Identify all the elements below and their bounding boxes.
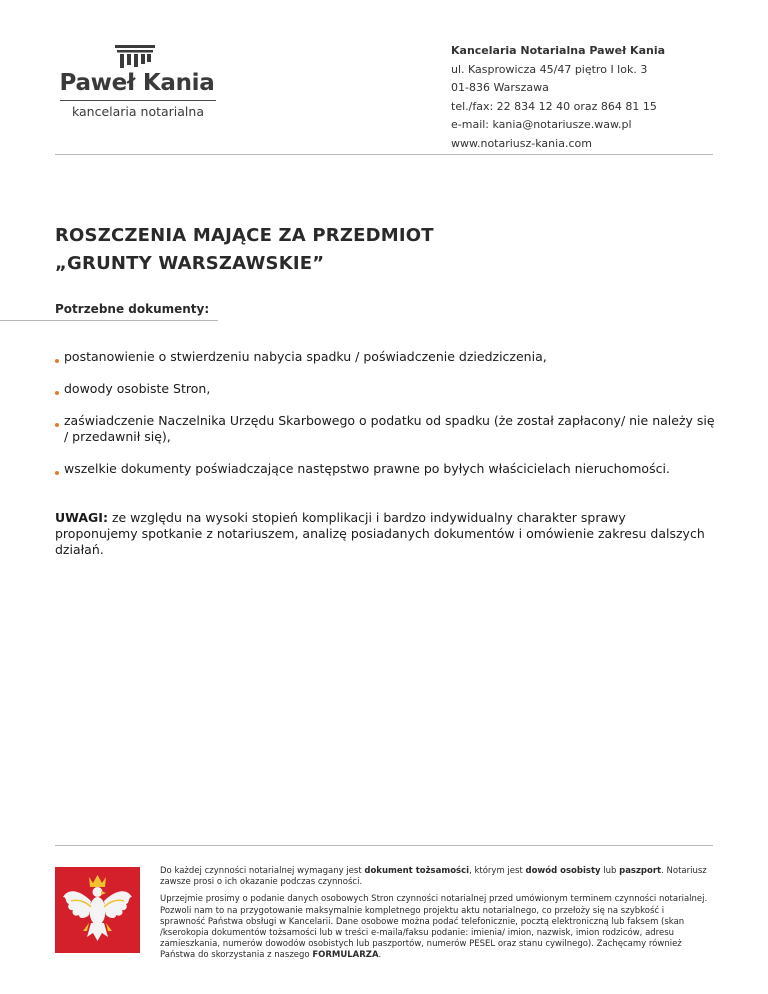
website-link[interactable]: www.notariusz-kania.com [451,136,592,150]
bullet-icon [55,423,59,427]
logo-subtitle: kancelaria notarialna [71,104,204,119]
address-line-1: ul. Kasprowicza 45/47 piętro I lok. 3 [451,62,648,76]
footer-divider [55,845,713,846]
email[interactable]: e-mail: kania@notariusze.waw.pl [451,118,632,131]
logo [58,44,218,120]
title-line-1: ROSZCZENIA MAJĄCE ZA PRZEDMIOT [55,225,434,246]
header-divider [55,154,713,155]
list-item: dowody osobiste Stron, [55,381,715,397]
footer-paragraph-2: Uprzejmie prosimy o podanie danych osobowych Stron czynności notarialnej przed umówionym terminem czynności notarialnej. Pozwoli nam to na przygotowanie maksymalnie kompletnego projektu aktu notarialnego, co przełoży się na szybkość i sprawność Państwa obsługi w Kancelarii. Dane osobowe można podać telefonicznie, pocztą elektroniczną lub faksem (skan /kserokopia dokumentów tożsamości lub w treści e-maila/faksu podanie: imienia/ imion, nazwisk, imion rodziców, adresu zamieszkania, numerów dowodów osobistych lub paszportów, numerów PESEL oraz stanu cywilnego). Zachęcamy również Państwa do skorzystania z naszego FORMULARZA. [160,894,708,961]
bullet-icon [55,359,59,363]
phone: tel./fax: 22 834 12 40 oraz 864 81 15 [451,99,657,113]
notes-text: ze względu na wysoki stopień komplikacji i bardzo indywidualny charakter sprawy proponujemy spotkanie z notariuszem, analizę posiadanych dokumentów i omówienie zakresu dalszych działań. [55,510,705,557]
bullet-icon [55,391,59,395]
eagle-emblem-icon [55,867,140,953]
page-title [55,222,434,278]
address-line-2: 01-836 Warszawa [451,81,549,94]
documents-heading: Potrzebne dokumenty: [55,302,210,316]
column-capital-icon [58,44,218,70]
documents-heading-rule [0,320,218,321]
list-item: wszelkie dokumenty poświadczające następstwo prawne po byłych właścicielach nieruchomości. [55,461,715,477]
contact-block [451,42,665,153]
list-item: zaświadczenie Naczelnika Urzędu Skarbowego o podatku od spadku (że został zapłacony/ nie należy się / przedawnił się), [55,413,715,445]
footer-paragraph-1: Do każdej czynności notarialnej wymagany jest dokument tożsamości, którym jest dowód osobisty lub paszport. Notariusz zawsze prosi o ich okazanie podczas czynności. [160,866,707,888]
logo-name: Paweł Kania [59,70,215,96]
title-line-2: „GRUNTY WARSZAWSKIE” [55,253,325,274]
logo-divider [60,100,216,101]
office-name: Kancelaria Notarialna Paweł Kania [451,44,666,57]
notes-label: UWAGI: [55,510,108,525]
documents-list [55,349,715,493]
form-link[interactable]: FORMULARZA [312,950,379,961]
notes [55,510,705,558]
footer-notice [160,866,708,968]
bullet-icon [55,471,59,475]
list-item: postanowienie o stwierdzeniu nabycia spadku / poświadczenie dziedziczenia, [55,349,715,365]
